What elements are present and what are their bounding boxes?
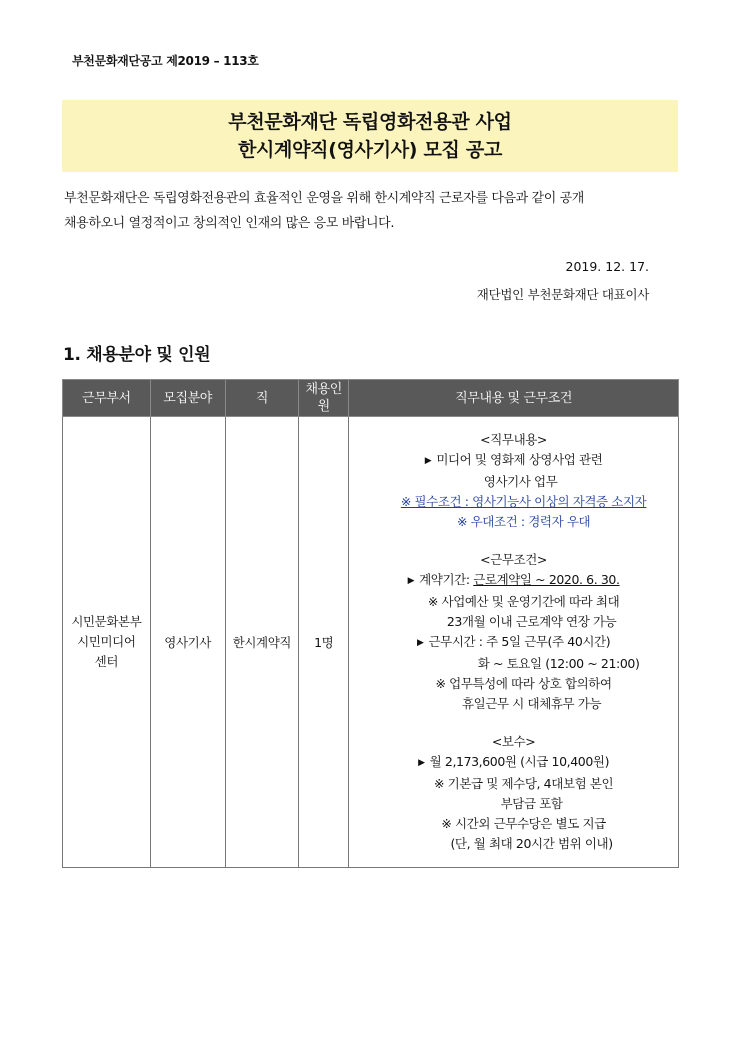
table-header-row: [63, 380, 679, 417]
right-triangle-icon: ▶: [424, 456, 432, 466]
notice-number: 부천문화재단공고 제2019 – 113호: [72, 54, 259, 68]
department-line-3: 센터: [94, 654, 119, 669]
preferred-condition: ※ 우대조건 : 경력자 우대: [456, 514, 591, 529]
pay-note-2-line-2: (단, 월 최대 20시간 범위 이내): [450, 836, 613, 851]
duty-item-line-2: 영사기사 업무: [483, 474, 558, 489]
working-hours-line-2: 화 ~ 토요일 (12:00 ~ 21:00): [477, 656, 640, 671]
intro-line-1: 부천문화재단은 독립영화전용관의 효율적인 운영을 위해 한시계약직 근로자를 다음과 같이 공개: [64, 191, 584, 206]
duty-header: <직무내용>: [480, 432, 548, 447]
right-triangle-icon: ▶: [418, 758, 425, 768]
intro-line-2: 채용하오니 열정적이고 창의적인 인재의 많은 응모 바랍니다.: [64, 216, 395, 231]
duty-item: [349, 450, 678, 472]
header-field: 모집분야: [150, 380, 225, 417]
section-title: 1. 채용분야 및 인원: [63, 345, 211, 365]
header-department: 근무부서: [63, 380, 151, 417]
contract-label: 계약기간:: [419, 572, 474, 587]
hours-note-line-2: 휴일근무 시 대체휴무 가능: [462, 696, 602, 711]
header-headcount-line-1: 채용인: [305, 382, 342, 397]
header-details: 직무내용 및 근무조건: [349, 380, 679, 417]
working-hours-line-1: 근무시간 : 주 5일 근무(주 40시간): [428, 634, 611, 649]
department-line-2: 시민미디어: [77, 634, 136, 649]
intro-paragraph: [64, 186, 664, 236]
contract-note-line-2: 23개월 이내 근로계약 연장 가능: [446, 614, 617, 629]
condition-header: <근무조건>: [480, 552, 548, 567]
title-line-2: 한시계약직(영사기사) 모집 공고: [237, 139, 503, 161]
header-headcount: [299, 380, 349, 417]
cell-field: 영사기사: [150, 417, 225, 868]
cell-headcount: 1명: [299, 417, 349, 868]
department-line-1: 시민문화본부: [71, 614, 142, 629]
title-box: [62, 100, 678, 172]
notice-date: 2019. 12. 17.: [565, 259, 649, 274]
hours-note-line-1: ※ 업무특성에 따라 상호 합의하여: [435, 676, 612, 691]
contract-value: 근로계약일 ~ 2020. 6. 30.: [473, 572, 620, 587]
title-line-1: 부천문화재단 독립영화전용관 사업: [228, 111, 512, 133]
required-condition: ※ 필수조건 : 영사기능사 이상의 자격증 소지자: [400, 494, 647, 509]
header-headcount-line-2: 원: [317, 399, 330, 414]
contract-period: [349, 570, 678, 592]
recruitment-table: [62, 379, 679, 868]
cell-position: 한시계약직: [225, 417, 299, 868]
right-triangle-icon: ▶: [416, 638, 424, 648]
pay-note-1-line-2: 부담금 포함: [500, 796, 563, 811]
table-row: [63, 417, 679, 868]
header-position: 직: [225, 380, 299, 417]
cell-details: [349, 417, 679, 868]
contract-note-line-1: ※ 사업예산 및 운영기간에 따라 최대: [427, 594, 620, 609]
pay-note-1-line-1: ※ 기본급 및 제수당, 4대보험 본인: [434, 776, 614, 791]
pay-line: 월 2,173,600원 (시급 10,400원): [429, 754, 610, 769]
pay-header: <보수>: [491, 734, 536, 749]
pay-amount: [349, 752, 678, 774]
pay-note-2-line-1: ※ 시간외 근무수당은 별도 지급: [441, 816, 606, 831]
working-hours: [349, 632, 678, 654]
right-triangle-icon: ▶: [407, 576, 415, 586]
duty-item-line-1: 미디어 및 영화제 상영사업 관련: [436, 452, 603, 467]
issuer: 재단법인 부천문화재단 대표이사: [476, 287, 649, 302]
cell-department: [63, 417, 151, 868]
